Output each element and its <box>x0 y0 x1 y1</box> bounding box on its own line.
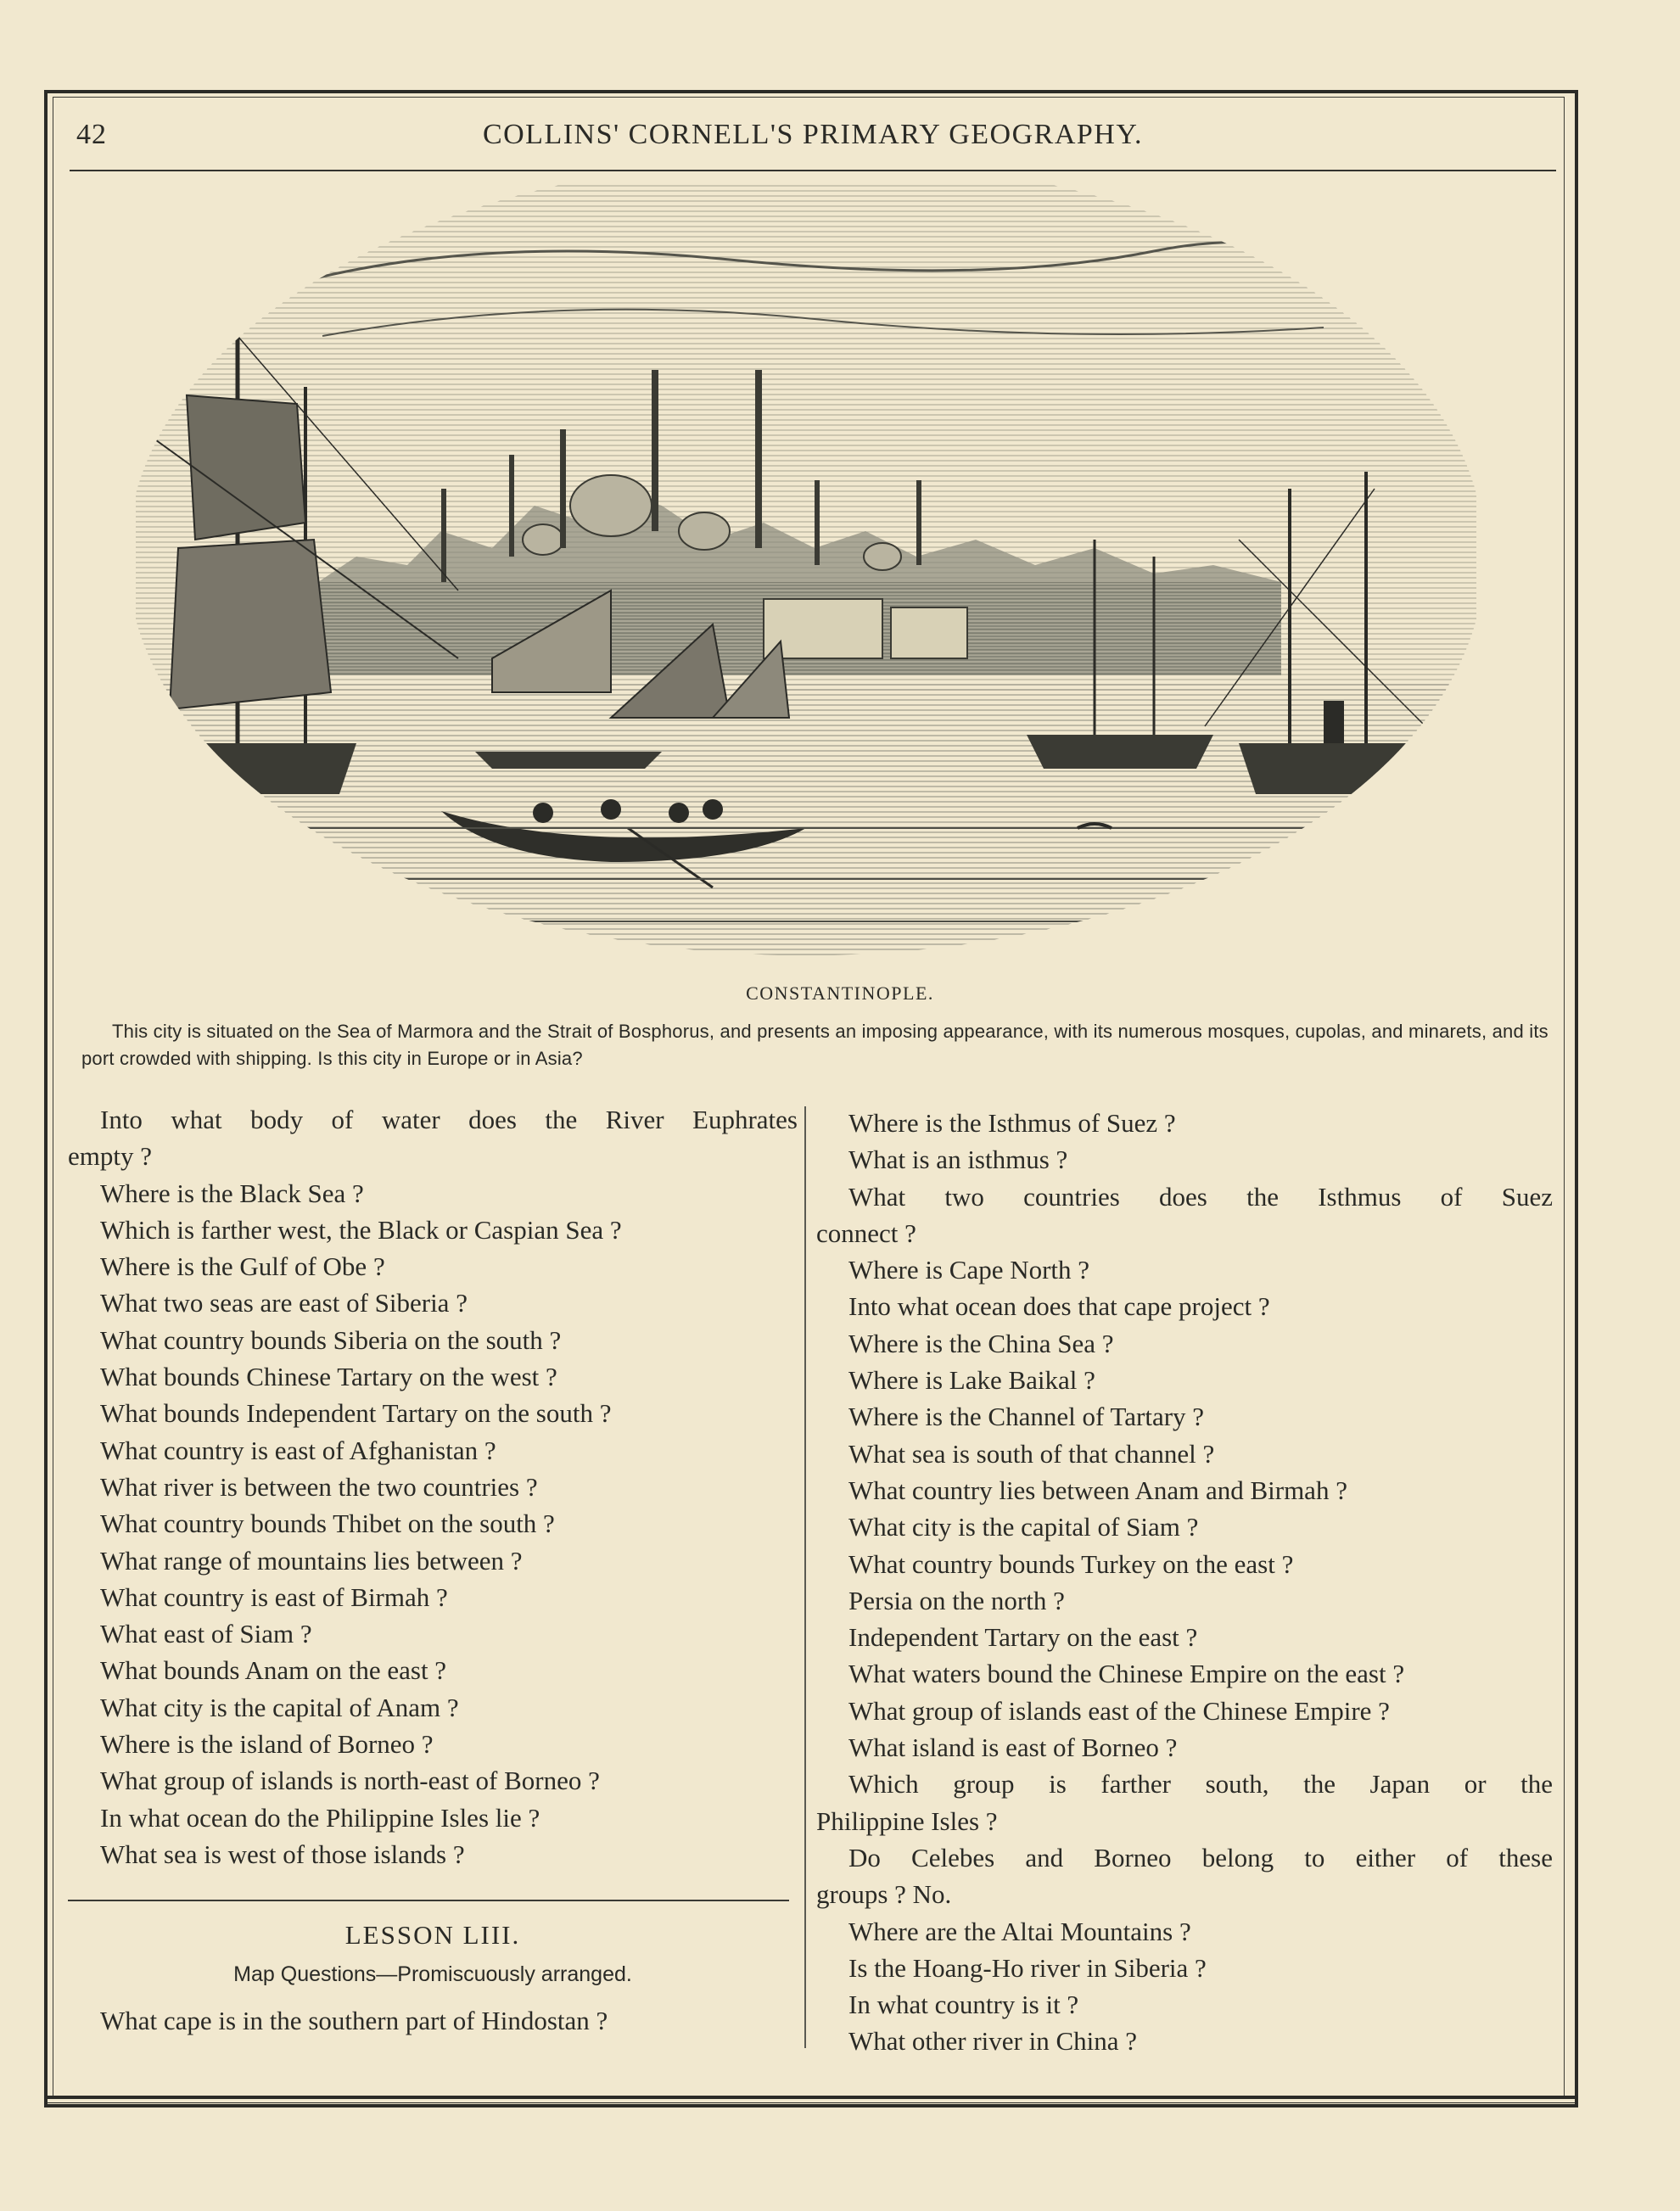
question-line: What two countries does the Isthmus of Suez <box>848 1181 1553 1212</box>
question-line: What is an isthmus ? <box>848 1145 1068 1175</box>
bottom-rule-thin <box>44 2102 1578 2103</box>
question-line: What country bounds Turkey on the east ? <box>848 1548 1294 1579</box>
question-line: Persia on the north ? <box>848 1585 1065 1615</box>
question-line: connect ? <box>816 1217 916 1248</box>
question-line: Where are the Altai Mountains ? <box>848 1916 1191 1946</box>
question-line: Which is farther west, the Black or Caspian Sea ? <box>100 1214 622 1245</box>
lesson-title: LESSON LIII. <box>344 1920 521 1951</box>
page-number: 42 <box>76 119 107 150</box>
question-line: What other river in China ? <box>848 2026 1138 2057</box>
question-line: In what country is it ? <box>848 1990 1079 2020</box>
question-line: Independent Tartary on the east ? <box>848 1622 1198 1653</box>
question-line: Into what ocean does that cape project ? <box>848 1291 1270 1322</box>
question-line: What bounds Independent Tartary on the south ? <box>100 1398 612 1429</box>
question-line: What country is east of Birmah ? <box>100 1581 448 1612</box>
lesson-subtitle: Map Questions—Promiscuously arranged. <box>233 1962 632 1987</box>
constantinople-engraving <box>136 183 1476 955</box>
right-question-list <box>816 1105 1553 2060</box>
question-line: What city is the capital of Anam ? <box>100 1692 459 1722</box>
question-line: What country bounds Thibet on the south ? <box>100 1509 555 1539</box>
question-line: Philippine Isles ? <box>816 1805 998 1836</box>
question-line: Where is the China Sea ? <box>848 1328 1114 1358</box>
question-line: What bounds Anam on the east ? <box>100 1655 447 1686</box>
question-line: What country is east of Afghanistan ? <box>100 1435 496 1465</box>
lesson-first-question: What cape is in the southern part of Hindostan ? <box>100 2006 608 2036</box>
question-line: What sea is west of those islands ? <box>100 1839 465 1869</box>
question-line: What waters bound the Chinese Empire on the east ? <box>848 1659 1405 1689</box>
question-line: Where is the Black Sea ? <box>100 1178 364 1208</box>
running-head-title: COLLINS' CORNELL'S PRIMARY GEOGRAPHY. <box>482 119 1144 150</box>
question-line: What two seas are east of Siberia ? <box>100 1288 468 1318</box>
section-rule <box>68 1900 789 1901</box>
running-header <box>70 119 1556 161</box>
question-line: In what ocean do the Philippine Isles lie ? <box>100 1802 540 1833</box>
left-question-list <box>68 1101 798 1872</box>
question-line: What country lies between Anam and Birmah ? <box>848 1475 1347 1505</box>
question-line: Is the Hoang-Ho river in Siberia ? <box>848 1952 1207 1983</box>
right-column <box>816 1105 1553 2060</box>
figure-title: CONSTANTINOPLE. <box>746 982 934 1004</box>
question-line: Where is the Channel of Tartary ? <box>848 1402 1205 1432</box>
left-column <box>68 1101 798 2040</box>
question-line: Where is Lake Baikal ? <box>848 1365 1095 1396</box>
figure-caption: This city is situated on the Sea of Marmora and the Strait of Bosphorus, and presents an imposing appearance, with its numerous mosques, cupolas, and minarets, and its port crowded with shipping. Is this city in Europe or in Asia? <box>81 1021 1548 1069</box>
bottom-rule <box>44 2096 1578 2099</box>
question-line: What bounds Chinese Tartary on the west ? <box>100 1362 557 1392</box>
question-line: What sea is south of that channel ? <box>848 1438 1215 1469</box>
question-line: Do Celebes and Borneo belong to either of these <box>848 1842 1553 1872</box>
question-line: Into what body of water does the River Euphrates <box>100 1105 798 1134</box>
question-line: What city is the capital of Siam ? <box>848 1512 1199 1542</box>
question-line: Where is the island of Borneo ? <box>100 1729 434 1760</box>
question-line: Which group is farther south, the Japan or the <box>848 1769 1553 1800</box>
question-line: Where is the Gulf of Obe ? <box>100 1251 385 1282</box>
question-line: What east of Siam ? <box>100 1619 312 1649</box>
question-line: groups ? No. <box>816 1879 952 1910</box>
question-line: Where is Cape North ? <box>848 1255 1090 1285</box>
question-line: What group of islands east of the Chinese Empire ? <box>848 1695 1390 1726</box>
question-line: What country bounds Siberia on the south ? <box>100 1324 562 1355</box>
question-line: empty ? <box>68 1141 152 1172</box>
question-line: Where is the Isthmus of Suez ? <box>848 1108 1176 1138</box>
question-line: What range of mountains lies between ? <box>100 1545 523 1576</box>
question-line: What group of islands is north-east of Borneo ? <box>100 1766 600 1796</box>
question-line: What island is east of Borneo ? <box>848 1732 1178 1763</box>
question-line: What river is between the two countries ? <box>100 1471 538 1502</box>
header-rule <box>70 170 1556 171</box>
column-divider <box>804 1106 806 2048</box>
